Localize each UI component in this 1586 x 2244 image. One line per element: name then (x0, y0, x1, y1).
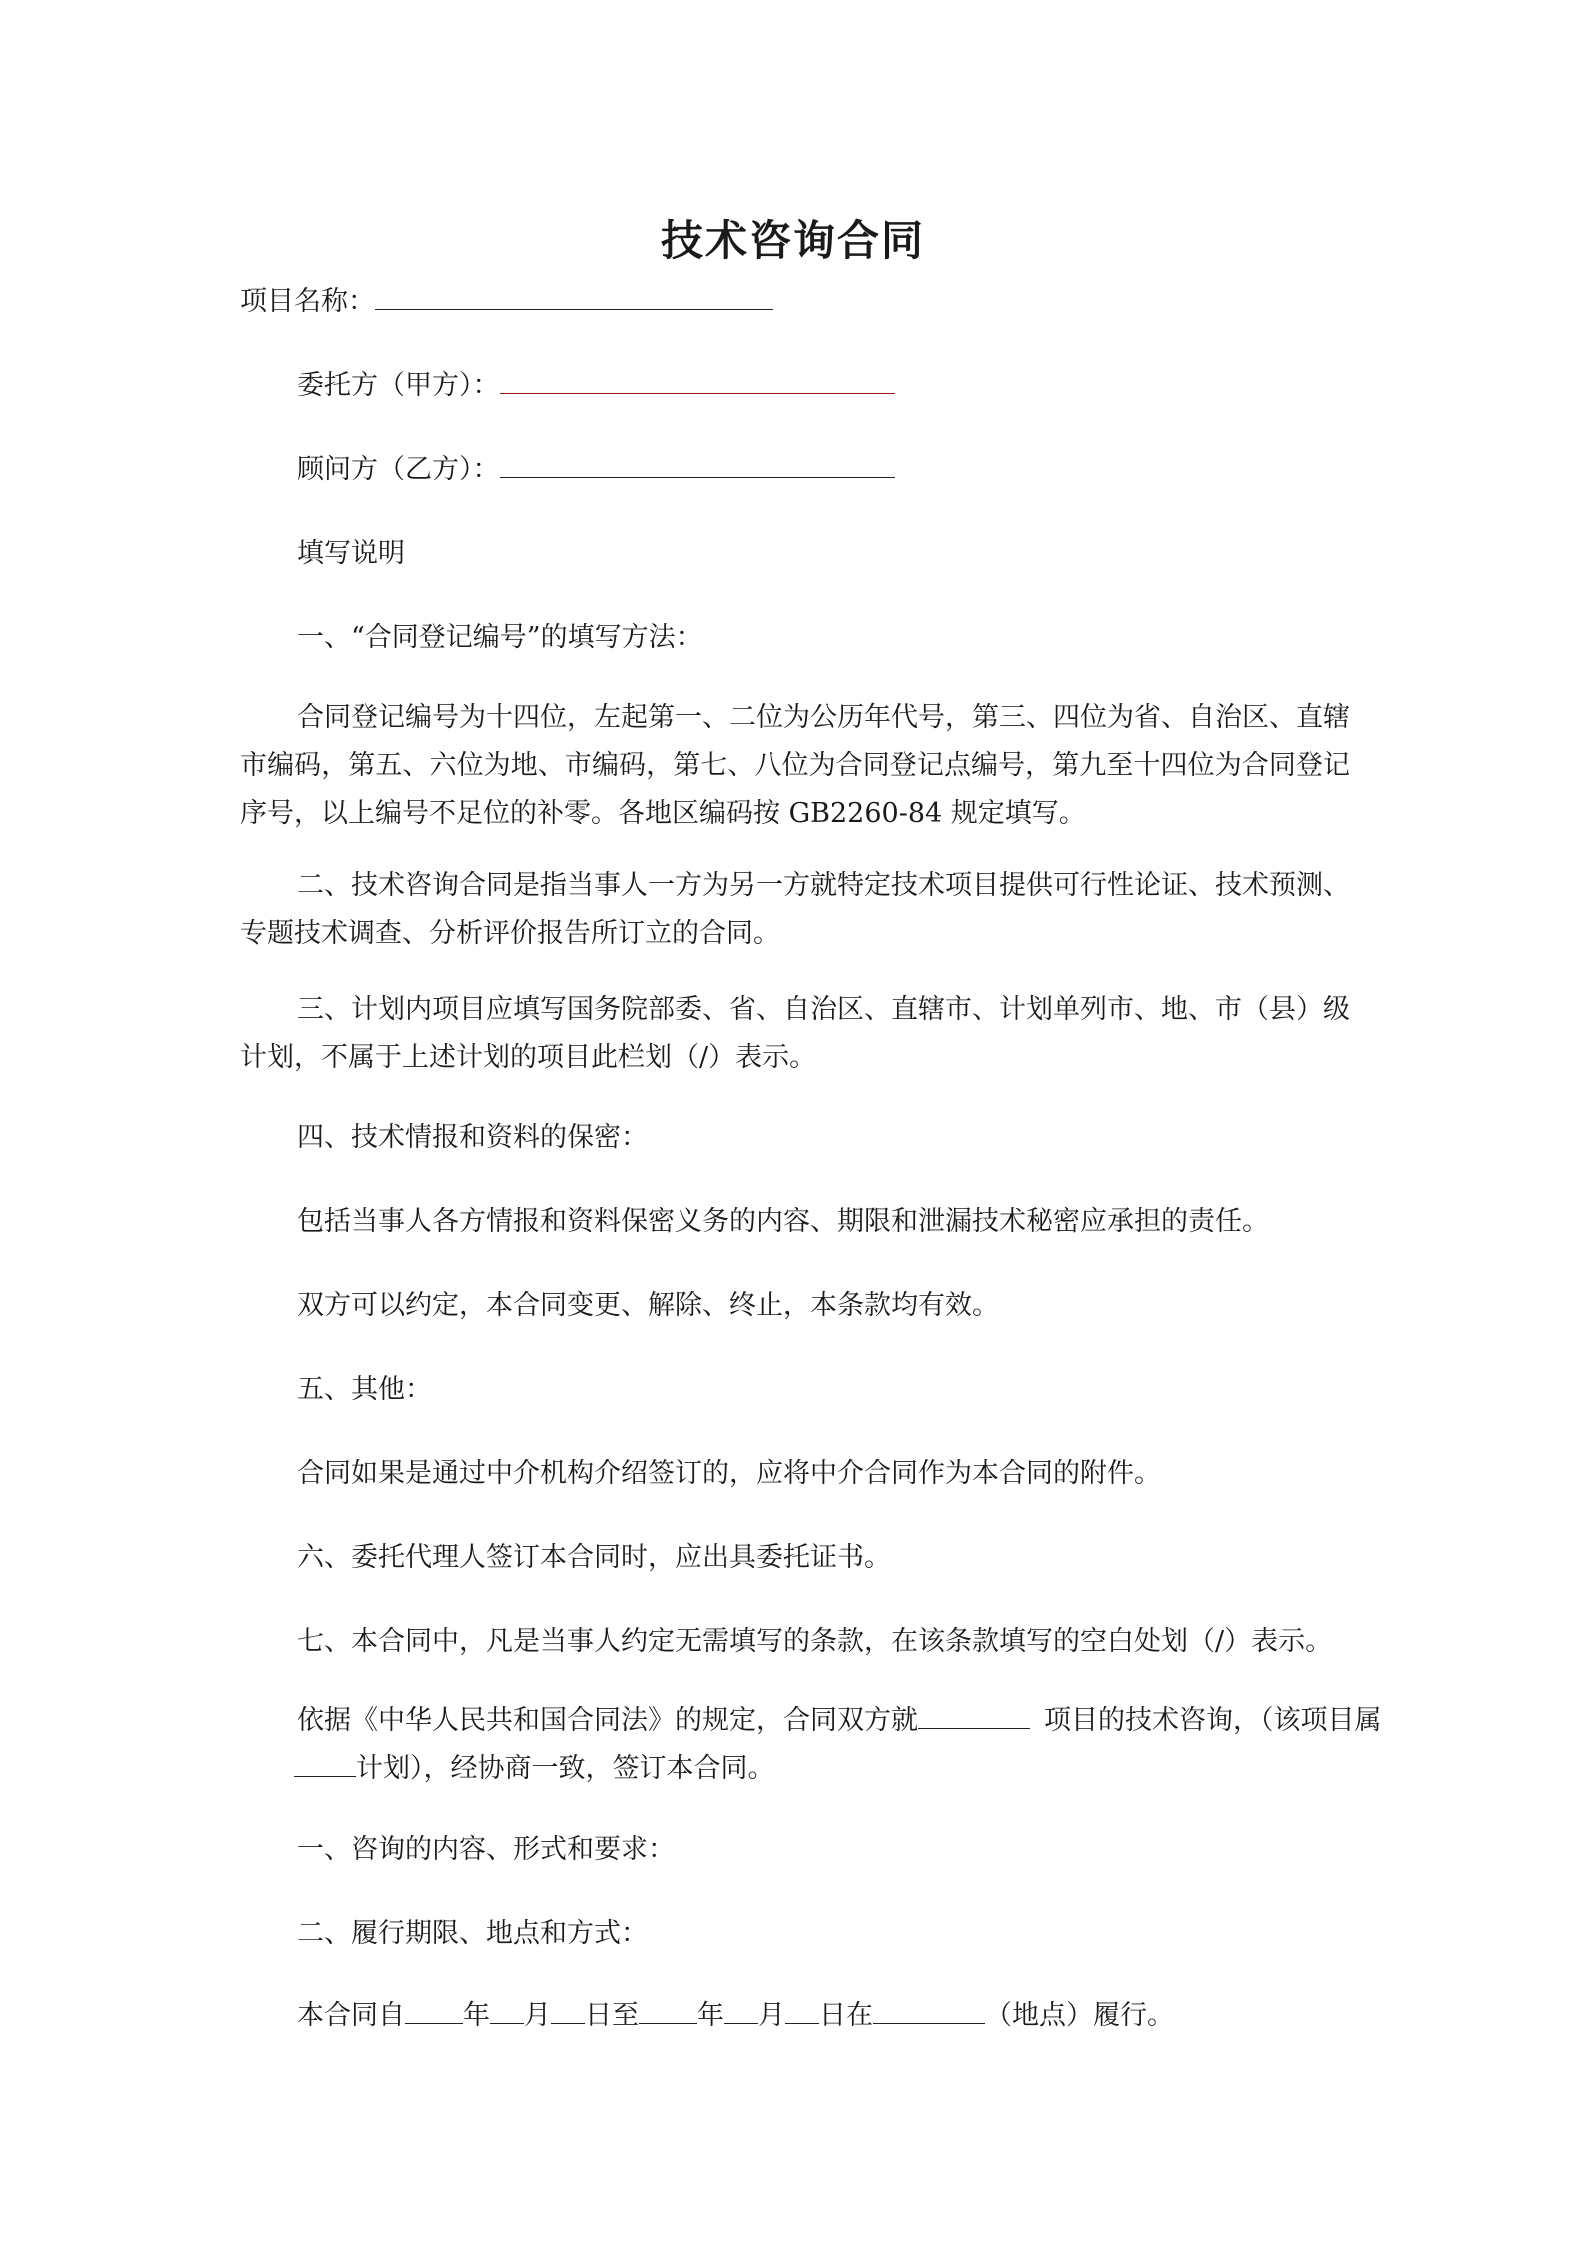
item6-paragraph: 六、委托代理人签订本合同时，应出具委托证书。 (297, 1542, 891, 1573)
item1-heading: 一、“合同登记编号”的填写方法： (297, 622, 703, 653)
plan-blank[interactable] (294, 1750, 356, 1777)
end-year-blank[interactable] (639, 1997, 697, 2024)
instructions-heading: 填写说明 (297, 538, 405, 569)
consultant-field[interactable] (500, 447, 895, 478)
basis-text-1: 依据《中华人民共和国合同法》的规定，合同双方就 (297, 1705, 918, 1736)
client-field[interactable] (500, 363, 895, 394)
item3-paragraph: 三、计划内项目应填写国务院部委、省、自治区、直辖市、计划单列市、地、市（县）级计划，不属于上述计划的项目此栏划（/）表示。 (240, 994, 1350, 1073)
project-name-row (240, 278, 773, 326)
page-title: 技术咨询合同 (660, 216, 925, 265)
end-month-blank[interactable] (724, 1997, 758, 2024)
basis-text-2: 项目的技术咨询，（该项目属 (1044, 1705, 1382, 1736)
item4-body-1: 包括当事人各方情报和资料保密义务的内容、期限和泄漏技术秘密应承担的责任。 (297, 1206, 1269, 1237)
consultant-row (297, 446, 895, 494)
start-day-blank[interactable] (551, 1997, 585, 2024)
item1-body: 合同登记编号为十四位，左起第一、二位为公历年代号，第三、四位为省、自治区、直辖市编码，第五、六位为地、市编码，第七、八位为合同登记点编号，第九至十四位为合同登记序号，以上编号不足位的补零。各地区编码按 GB2260-84 规定填写。 (240, 702, 1350, 829)
clause2-heading: 二、履行期限、地点和方式： (297, 1918, 648, 1949)
project-name-label: 项目名称： (240, 286, 375, 317)
start-month-blank[interactable] (490, 1997, 524, 2024)
term-place-label: （地点）履行。 (985, 2000, 1174, 2031)
item7-paragraph: 七、本合同中，凡是当事人约定无需填写的条款，在该条款填写的空白处划（/）表示。 (297, 1626, 1333, 1657)
start-year-blank[interactable] (405, 1997, 463, 2024)
term-month-label: 月 (524, 2000, 551, 2031)
place-blank[interactable] (873, 1997, 985, 2024)
project-blank[interactable] (918, 1702, 1030, 1729)
basis-line-1 (297, 1697, 1382, 1745)
client-row (297, 362, 895, 410)
term-line (297, 1992, 1174, 2040)
term-year-label: 年 (463, 2000, 490, 2031)
term-month-label-2: 月 (758, 2000, 785, 2031)
item4-heading: 四、技术情报和资料的保密： (297, 1122, 648, 1153)
basis-line-2 (240, 1745, 775, 1793)
term-day-to-label: 日至 (585, 2000, 639, 2031)
item5-body: 合同如果是通过中介机构介绍签订的，应将中介合同作为本合同的附件。 (297, 1458, 1161, 1489)
item4-body-2: 双方可以约定，本合同变更、解除、终止，本条款均有效。 (297, 1290, 999, 1321)
basis-text-3: 计划），经协商一致，签订本合同。 (356, 1753, 775, 1784)
clause1-heading: 一、咨询的内容、形式和要求： (297, 1834, 675, 1865)
end-day-blank[interactable] (785, 1997, 819, 2024)
client-label: 委托方（甲方）： (297, 370, 500, 401)
term-text-start: 本合同自 (297, 2000, 405, 2031)
term-day-at-label: 日在 (819, 2000, 873, 2031)
project-name-field[interactable] (375, 279, 773, 310)
term-year-label-2: 年 (697, 2000, 724, 2031)
consultant-label: 顾问方（乙方）： (297, 454, 500, 485)
item5-heading: 五、其他： (297, 1374, 432, 1405)
item2-paragraph: 二、技术咨询合同是指当事人一方为另一方就特定技术项目提供可行性论证、技术预测、专题技术调查、分析评价报告所订立的合同。 (240, 870, 1350, 949)
